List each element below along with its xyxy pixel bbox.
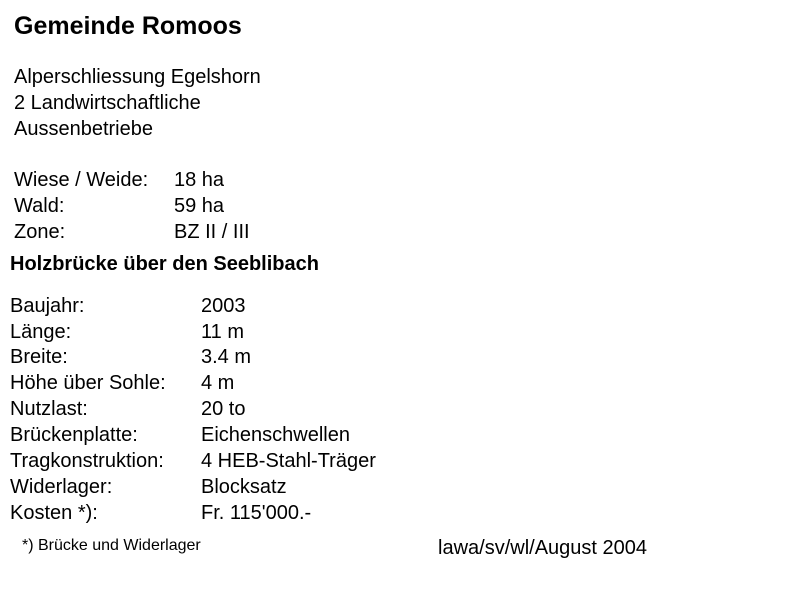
- spec-value: 20 to: [201, 398, 246, 420]
- farm-fact-label: Wiese / Weide:: [14, 169, 149, 191]
- spec-label: Nutzlast:: [10, 398, 88, 420]
- spec-value: 11 m: [201, 321, 244, 343]
- farm-fact-value: 59 ha: [174, 195, 225, 217]
- farm-fact-label: Wald:: [14, 195, 65, 217]
- spec-label: Baujahr:: [10, 295, 85, 317]
- intro-line-2: 2 Landwirtschaftliche: [14, 92, 201, 114]
- spec-value: Fr. 115'000.-: [201, 502, 312, 524]
- spec-label: Tragkonstruktion:: [10, 450, 164, 472]
- farm-fact-label: Zone:: [14, 221, 66, 243]
- spec-value: Eichenschwellen: [201, 424, 350, 446]
- spec-label: Widerlager:: [10, 476, 113, 498]
- spec-value: 4 HEB-Stahl-Träger: [201, 450, 376, 472]
- spec-value: 4 m: [201, 372, 235, 394]
- bridge-heading: Holzbrücke über den Seeblibach: [10, 253, 319, 275]
- footnote: *) Brücke und Widerlager: [22, 537, 201, 554]
- spec-value: 3.4 m: [201, 346, 252, 368]
- spec-label: Höhe über Sohle:: [10, 372, 166, 394]
- farm-fact-value: BZ II / III: [174, 221, 250, 243]
- spec-value: Blocksatz: [201, 476, 287, 498]
- farm-fact-value: 18 ha: [174, 169, 225, 191]
- spec-label: Länge:: [10, 321, 72, 343]
- spec-label: Kosten *):: [10, 502, 98, 524]
- intro-line-1: Alperschliessung Egelshorn: [14, 66, 261, 88]
- spec-label: Breite:: [10, 346, 68, 368]
- spec-label: Brückenplatte:: [10, 424, 138, 446]
- document-reference: lawa/sv/wl/August 2004: [438, 537, 648, 559]
- spec-value: 2003: [201, 295, 246, 317]
- page-title: Gemeinde Romoos: [14, 12, 242, 40]
- intro-line-3: Aussenbetriebe: [14, 118, 153, 140]
